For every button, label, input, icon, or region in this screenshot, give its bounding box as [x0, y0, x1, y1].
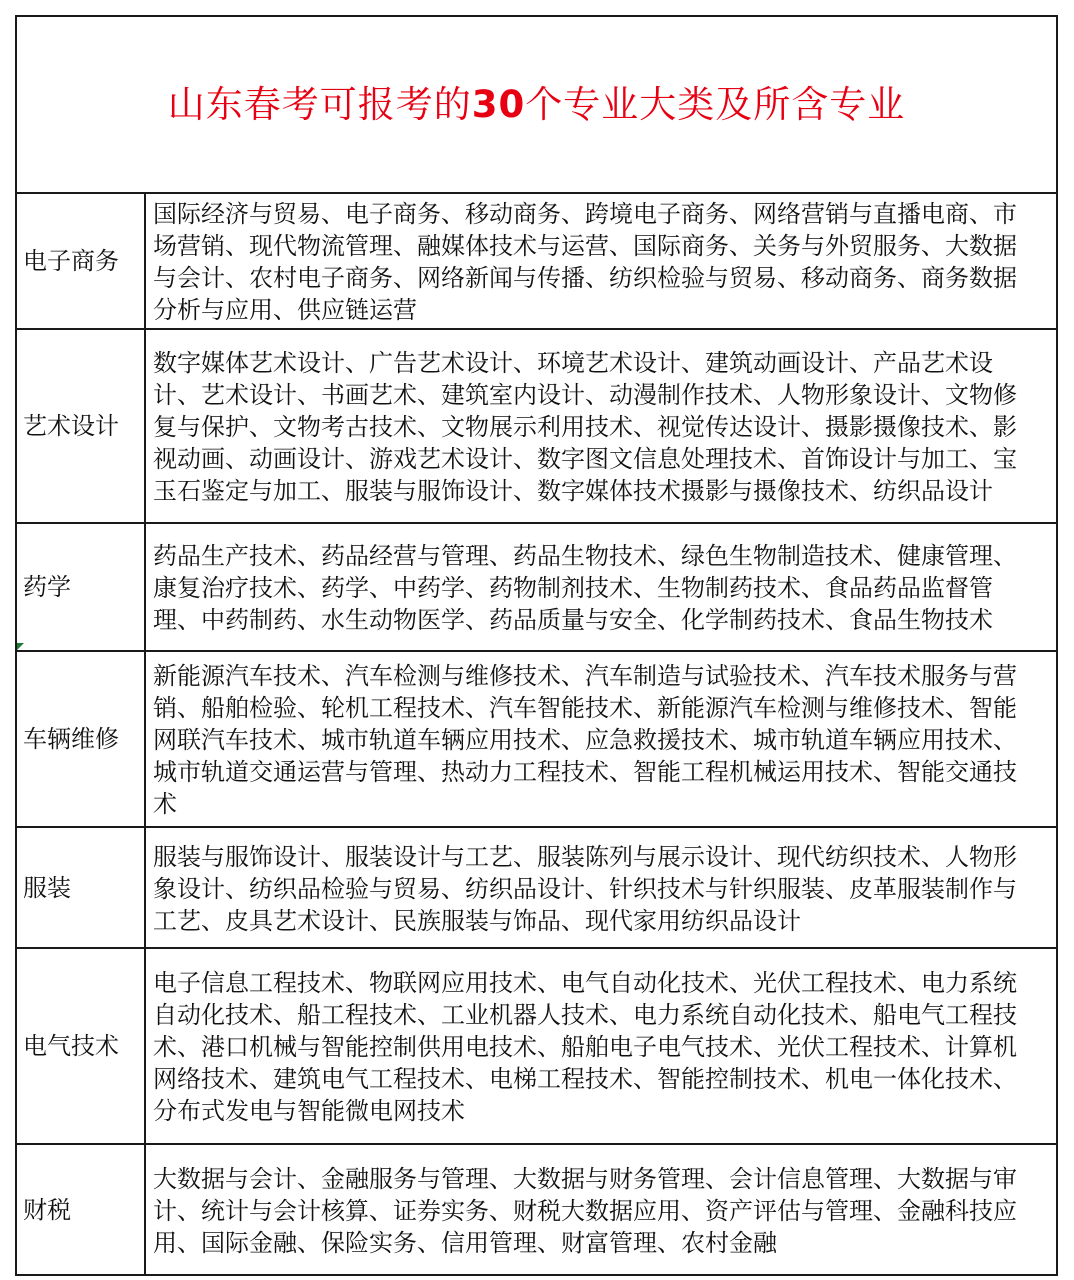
title-number: 30	[471, 83, 526, 126]
category-cell[interactable]: 艺术设计	[16, 329, 145, 523]
category-cell[interactable]: 服装	[16, 827, 145, 948]
majors-cell[interactable]: 服装与服饰设计、服装设计与工艺、服装陈列与展示设计、现代纺织技术、人物形象设计、纺织品检验与贸易、纺织品设计、针织技术与针织服装、皮革服装制作与工艺、皮具艺术设计、民族服装与饰品、现代家用纺织品设计	[145, 827, 1057, 948]
majors-cell[interactable]: 数字媒体艺术设计、广告艺术设计、环境艺术设计、建筑动画设计、产品艺术设计、艺术设计、书画艺术、建筑室内设计、动漫制作技术、人物形象设计、文物修复与保护、文物考古技术、文物展示利用技术、视觉传达设计、摄影摄像技术、影视动画、动画设计、游戏艺术设计、数字图文信息处理技术、首饰设计与加工、宝玉石鉴定与加工、服装与服饰设计、数字媒体技术摄影与摄像技术、纺织品设计	[145, 329, 1057, 523]
table-row	[16, 523, 1057, 651]
title-row	[16, 16, 1057, 193]
category-cell[interactable]: 车辆维修	[16, 651, 145, 827]
table-row	[16, 1144, 1057, 1275]
table-row	[16, 193, 1057, 329]
category-cell[interactable]: 电气技术	[16, 948, 145, 1144]
page-title: 山东春考可报考的30个专业大类及所含专业	[167, 83, 906, 126]
title-cell[interactable]	[16, 16, 1057, 193]
table-row	[16, 651, 1057, 827]
majors-cell[interactable]: 电子信息工程技术、物联网应用技术、电气自动化技术、光伏工程技术、电力系统自动化技术、船工程技术、工业机器人技术、电力系统自动化技术、船电气工程技术、港口机械与智能控制供用电技术、船舶电子电气技术、光伏工程技术、计算机网络技术、建筑电气工程技术、电梯工程技术、智能控制技术、机电一体化技术、分布式发电与智能微电网技术	[145, 948, 1057, 1144]
majors-table	[15, 15, 1058, 1276]
category-cell[interactable]: 电子商务	[16, 193, 145, 329]
table-row	[16, 827, 1057, 948]
table-row	[16, 329, 1057, 523]
majors-cell[interactable]: 国际经济与贸易、电子商务、移动商务、跨境电子商务、网络营销与直播电商、市场营销、现代物流管理、融媒体技术与运营、国际商务、关务与外贸服务、大数据与会计、农村电子商务、网络新闻与传播、纺织检验与贸易、移动商务、商务数据分析与应用、供应链运营	[145, 193, 1057, 329]
category-cell[interactable]: 药学	[16, 523, 145, 651]
majors-cell[interactable]: 大数据与会计、金融服务与管理、大数据与财务管理、会计信息管理、大数据与审计、统计与会计核算、证券实务、财税大数据应用、资产评估与管理、金融科技应用、国际金融、保险实务、信用管理、财富管理、农村金融	[145, 1144, 1057, 1275]
cell-comment-marker	[17, 643, 24, 650]
majors-cell[interactable]: 新能源汽车技术、汽车检测与维修技术、汽车制造与试验技术、汽车技术服务与营销、船舶检验、轮机工程技术、汽车智能技术、新能源汽车检测与维修技术、智能网联汽车技术、城市轨道车辆应用技术、应急救援技术、城市轨道车辆应用技术、城市轨道交通运营与管理、热动力工程技术、智能工程机械运用技术、智能交通技术	[145, 651, 1057, 827]
category-cell[interactable]: 财税	[16, 1144, 145, 1275]
table-row	[16, 948, 1057, 1144]
majors-cell[interactable]: 药品生产技术、药品经营与管理、药品生物技术、绿色生物制造技术、健康管理、康复治疗技术、药学、中药学、药物制剂技术、生物制药技术、食品药品监督管理、中药制药、水生动物医学、药品质量与安全、化学制药技术、食品生物技术	[145, 523, 1057, 651]
